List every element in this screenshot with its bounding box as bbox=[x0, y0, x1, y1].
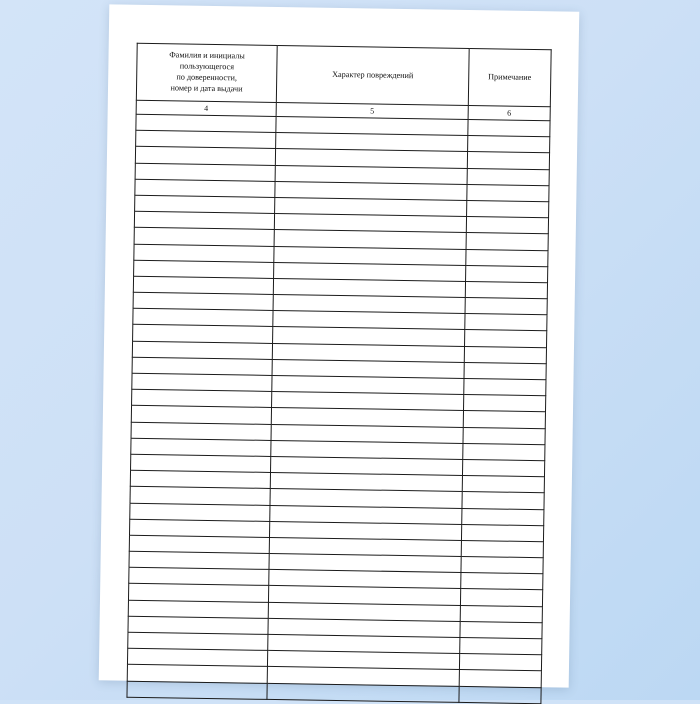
cell-value bbox=[134, 260, 273, 277]
cell-value bbox=[460, 670, 541, 686]
column-number-damage: 5 bbox=[276, 102, 468, 119]
cell-value bbox=[131, 439, 270, 456]
table-cell-note[interactable] bbox=[464, 362, 546, 379]
cell-value bbox=[134, 244, 273, 261]
table-cell-note[interactable] bbox=[463, 395, 545, 412]
cell-value bbox=[461, 589, 542, 605]
table-cell-note[interactable] bbox=[460, 605, 542, 622]
table-cell-note[interactable] bbox=[459, 686, 541, 703]
table-cell-damage[interactable] bbox=[267, 683, 459, 702]
cell-value bbox=[462, 508, 543, 524]
table-cell-note[interactable] bbox=[467, 200, 549, 217]
table-cell-note[interactable] bbox=[460, 589, 542, 606]
table-cell-note[interactable] bbox=[462, 476, 544, 493]
table-cell-note[interactable] bbox=[464, 346, 546, 363]
table-cell-note[interactable] bbox=[466, 233, 548, 250]
cell-value bbox=[463, 444, 544, 460]
cell-value bbox=[136, 131, 275, 148]
cell-value bbox=[129, 600, 268, 617]
cell-value bbox=[130, 552, 269, 569]
cell-value bbox=[459, 686, 540, 702]
cell-value bbox=[467, 185, 548, 201]
cell-value bbox=[463, 428, 544, 444]
cell-value bbox=[136, 115, 275, 132]
cell-value bbox=[136, 163, 275, 180]
cell-value bbox=[134, 293, 273, 310]
table-cell-note[interactable] bbox=[465, 314, 547, 331]
cell-value bbox=[131, 455, 270, 472]
cell-value bbox=[465, 330, 546, 346]
paper-sheet bbox=[99, 4, 580, 687]
cell-value bbox=[466, 298, 547, 314]
header-line: Характер повреждений bbox=[332, 69, 414, 80]
cell-value bbox=[464, 411, 545, 427]
table-cell-note[interactable] bbox=[462, 508, 544, 525]
cell-value bbox=[133, 309, 272, 326]
table-cell-note[interactable] bbox=[462, 459, 544, 476]
table-cell-note[interactable] bbox=[466, 249, 548, 266]
cell-value bbox=[467, 217, 548, 233]
cell-value bbox=[466, 249, 547, 265]
cell-value bbox=[465, 314, 546, 330]
cell-value bbox=[132, 374, 271, 391]
cell-value bbox=[135, 180, 274, 197]
cell-value bbox=[468, 152, 549, 168]
cell-value bbox=[462, 492, 543, 508]
table-cell-note[interactable] bbox=[460, 621, 542, 638]
table-cell-note[interactable] bbox=[467, 152, 549, 169]
cell-value bbox=[464, 379, 545, 395]
table-cell-note[interactable] bbox=[459, 670, 541, 687]
page-content bbox=[126, 43, 550, 704]
cell-value bbox=[461, 573, 542, 589]
cell-value bbox=[460, 638, 541, 654]
table-cell-note[interactable] bbox=[461, 557, 543, 574]
cell-value bbox=[132, 390, 271, 407]
cell-value bbox=[135, 228, 274, 245]
table-cell-note[interactable] bbox=[465, 330, 547, 347]
cell-value bbox=[132, 406, 271, 423]
table-cell-note[interactable] bbox=[467, 184, 549, 201]
header-line: Фамилия и инициалы bbox=[169, 50, 245, 61]
cell-value bbox=[128, 665, 267, 682]
cell-value bbox=[462, 525, 543, 541]
cell-value bbox=[129, 568, 268, 585]
cell-value bbox=[130, 519, 269, 536]
cell-value bbox=[136, 147, 275, 164]
cell-value bbox=[464, 395, 545, 411]
cell-value bbox=[463, 476, 544, 492]
column-number-note: 6 bbox=[468, 106, 550, 121]
table-cell-note[interactable] bbox=[459, 654, 541, 671]
table-cell-note[interactable] bbox=[463, 443, 545, 460]
table-cell-note[interactable] bbox=[466, 265, 548, 282]
table-cell-note[interactable] bbox=[460, 637, 542, 654]
cell-value bbox=[127, 681, 266, 698]
cell-value bbox=[131, 471, 270, 488]
cell-value bbox=[132, 422, 271, 439]
cell-value bbox=[468, 169, 549, 185]
cell-value bbox=[465, 363, 546, 379]
table-cell-note[interactable] bbox=[465, 298, 547, 315]
cell-value bbox=[466, 282, 547, 298]
header-line: пользующегося bbox=[179, 61, 235, 72]
column-header-note bbox=[468, 49, 551, 107]
cell-value bbox=[461, 606, 542, 622]
header-line: по доверенности, bbox=[176, 72, 238, 83]
cell-value bbox=[128, 617, 267, 634]
header-line: Примечание bbox=[488, 71, 532, 82]
table-cell-note[interactable] bbox=[467, 168, 549, 185]
cell-value bbox=[135, 212, 274, 229]
cell-value bbox=[467, 233, 548, 249]
column-number-name: 4 bbox=[136, 100, 276, 116]
cell-value bbox=[460, 622, 541, 638]
cell-value bbox=[267, 683, 458, 701]
table-cell-note[interactable] bbox=[463, 427, 545, 444]
cell-value bbox=[466, 266, 547, 282]
table-cell-note[interactable] bbox=[462, 492, 544, 509]
cell-value bbox=[133, 325, 272, 342]
header-line: номер и дата выдачи bbox=[170, 83, 243, 94]
cell-value bbox=[468, 120, 549, 136]
cell-value bbox=[462, 541, 543, 557]
cell-value bbox=[468, 136, 549, 152]
cell-value bbox=[129, 584, 268, 601]
table-cell-note[interactable] bbox=[461, 573, 543, 590]
cell-value bbox=[130, 536, 269, 553]
table-cell-note[interactable] bbox=[468, 119, 550, 136]
cell-value bbox=[135, 196, 274, 213]
cell-value bbox=[134, 277, 273, 294]
cell-value bbox=[130, 503, 269, 520]
table-cell-name[interactable] bbox=[127, 681, 267, 699]
table-cell-note[interactable] bbox=[461, 540, 543, 557]
table-cell-note[interactable] bbox=[464, 378, 546, 395]
journal-table bbox=[126, 43, 551, 704]
cell-value bbox=[128, 633, 267, 650]
table-body bbox=[127, 114, 550, 703]
column-header-damage bbox=[276, 45, 469, 105]
cell-value bbox=[460, 654, 541, 670]
table-cell-note[interactable] bbox=[468, 136, 550, 153]
table-cell-note[interactable] bbox=[461, 524, 543, 541]
cell-value bbox=[463, 460, 544, 476]
cell-value bbox=[128, 649, 267, 666]
table-head bbox=[136, 43, 551, 120]
table-cell-note[interactable] bbox=[466, 217, 548, 234]
cell-value bbox=[465, 347, 546, 363]
cell-value bbox=[467, 201, 548, 217]
column-header-name bbox=[136, 43, 277, 102]
cell-value bbox=[461, 557, 542, 573]
cell-value bbox=[131, 487, 270, 504]
cell-value bbox=[133, 358, 272, 375]
header-row bbox=[136, 43, 551, 106]
cell-value bbox=[133, 341, 272, 358]
table-cell-note[interactable] bbox=[463, 411, 545, 428]
table-cell-note[interactable] bbox=[465, 281, 547, 298]
